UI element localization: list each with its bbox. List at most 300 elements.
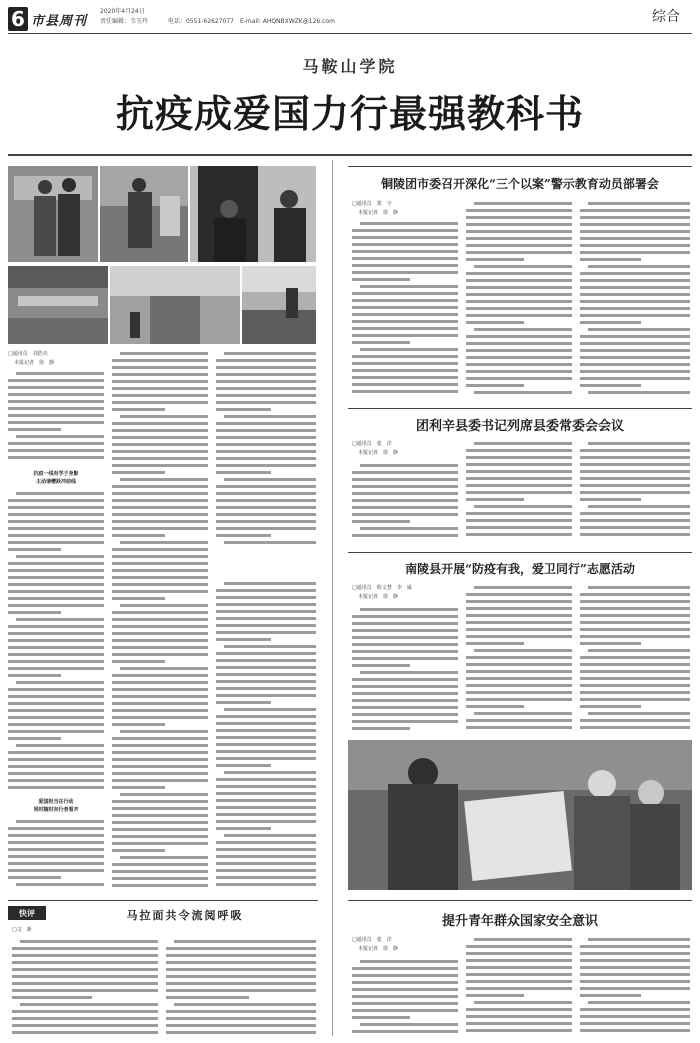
text-line xyxy=(352,355,458,358)
lead-photo-2 xyxy=(100,166,188,262)
text-line xyxy=(580,342,690,345)
text-line xyxy=(466,533,572,536)
text-line xyxy=(216,499,316,502)
text-line xyxy=(216,408,271,411)
text-line xyxy=(466,959,572,962)
article-2-byline-2: 本报记者 徐 静 xyxy=(358,450,399,456)
text-line xyxy=(112,639,208,642)
article-2-title: 团利辛县委书记列席县委常委会会议 xyxy=(415,419,624,434)
text-line xyxy=(12,1017,158,1020)
text-line xyxy=(466,987,572,990)
text-line xyxy=(352,243,458,246)
text-line xyxy=(474,442,572,445)
lead-byline-2: 本报记者 徐 静 xyxy=(14,360,55,366)
article-2-byline-1: □通讯员 张 洋 xyxy=(352,441,392,447)
text-line xyxy=(8,442,104,445)
text-line xyxy=(166,961,316,964)
article-2-col-1 xyxy=(352,462,458,542)
text-line xyxy=(112,877,208,880)
text-line xyxy=(216,813,316,816)
column-text-b xyxy=(166,938,316,1036)
text-line xyxy=(580,335,690,338)
text-line xyxy=(16,820,104,823)
text-line xyxy=(466,470,572,473)
text-line xyxy=(580,670,690,673)
text-line xyxy=(466,484,572,487)
text-line xyxy=(352,713,458,716)
text-line xyxy=(8,688,104,691)
text-line xyxy=(12,996,92,999)
text-line xyxy=(216,652,316,655)
text-line xyxy=(352,292,458,295)
text-line xyxy=(12,975,158,978)
text-line xyxy=(112,849,165,852)
text-line xyxy=(112,513,208,516)
text-line xyxy=(216,862,316,865)
text-line xyxy=(466,258,524,261)
text-line xyxy=(580,384,641,387)
text-line xyxy=(474,1001,572,1004)
text-line xyxy=(216,841,316,844)
text-line xyxy=(466,223,572,226)
text-line xyxy=(8,862,104,865)
text-line xyxy=(352,520,410,523)
text-line xyxy=(352,506,458,509)
text-line xyxy=(166,1017,316,1020)
text-line xyxy=(216,520,316,523)
article-3-col-3 xyxy=(580,584,690,732)
text-line xyxy=(352,334,458,337)
text-line xyxy=(580,491,690,494)
text-line xyxy=(588,712,690,715)
text-line xyxy=(580,593,690,596)
text-line xyxy=(112,688,208,691)
text-line xyxy=(466,286,572,289)
text-line xyxy=(352,622,458,625)
text-line xyxy=(216,380,316,383)
article-3-top-rule xyxy=(348,552,692,553)
text-line xyxy=(8,827,104,830)
text-line xyxy=(580,216,690,219)
text-line xyxy=(8,597,104,600)
text-line xyxy=(112,765,208,768)
text-line xyxy=(466,384,524,387)
text-line xyxy=(360,348,458,351)
text-line xyxy=(8,869,104,872)
text-line xyxy=(580,1022,690,1025)
text-line xyxy=(580,1008,690,1011)
text-line xyxy=(112,366,208,369)
text-line xyxy=(112,576,208,579)
text-line xyxy=(112,723,165,726)
text-line xyxy=(112,618,208,621)
text-line xyxy=(112,709,208,712)
text-line xyxy=(216,785,316,788)
text-line xyxy=(112,534,165,537)
text-line xyxy=(466,656,572,659)
text-line xyxy=(466,1015,572,1018)
text-line xyxy=(360,527,458,530)
text-line xyxy=(216,450,316,453)
lead-col-1-text-a xyxy=(8,370,104,466)
text-line xyxy=(580,642,641,645)
text-line xyxy=(580,477,690,480)
text-line xyxy=(216,729,316,732)
text-line xyxy=(8,834,104,837)
text-line xyxy=(8,499,104,502)
text-line xyxy=(352,678,458,681)
text-line xyxy=(224,541,316,544)
text-line xyxy=(16,883,104,886)
text-line xyxy=(466,705,524,708)
text-line xyxy=(16,372,104,375)
article-4-col-3 xyxy=(580,936,690,1036)
text-line xyxy=(588,391,690,394)
text-line xyxy=(466,684,572,687)
text-line xyxy=(580,1015,690,1018)
text-line xyxy=(466,251,572,254)
lead-col-1-text-c xyxy=(8,818,104,890)
text-line xyxy=(112,443,208,446)
text-line xyxy=(466,635,572,638)
text-line xyxy=(474,938,572,941)
text-line xyxy=(16,618,104,621)
text-line xyxy=(112,597,165,600)
text-line xyxy=(580,456,690,459)
text-line xyxy=(588,265,690,268)
text-line xyxy=(352,278,410,281)
text-line xyxy=(120,541,208,544)
lead-photo-6 xyxy=(242,266,316,344)
text-line xyxy=(120,856,208,859)
text-line xyxy=(466,593,572,596)
text-line xyxy=(360,222,458,225)
text-line xyxy=(216,792,316,795)
column-title: 马拉面共令流阅呼吸 xyxy=(126,909,244,922)
text-line xyxy=(466,342,572,345)
date-line: 2020年4月24日 xyxy=(100,8,145,15)
text-line xyxy=(8,674,61,677)
text-line xyxy=(580,973,690,976)
text-line xyxy=(216,827,271,830)
text-line xyxy=(8,534,104,537)
text-line xyxy=(8,723,104,726)
text-line xyxy=(216,799,316,802)
lead-col-1-text-b xyxy=(8,490,104,792)
text-line xyxy=(12,1010,158,1013)
text-line xyxy=(352,369,458,372)
text-line xyxy=(112,821,208,824)
text-line xyxy=(166,975,316,978)
page-number: 6 xyxy=(11,7,25,31)
text-line xyxy=(224,415,316,418)
article-4-top-rule xyxy=(348,900,692,901)
text-line xyxy=(8,527,104,530)
text-line xyxy=(8,604,104,607)
article-4-byline-2: 本报记者 徐 静 xyxy=(358,946,399,952)
text-line xyxy=(352,341,410,344)
text-line xyxy=(16,744,104,747)
text-line xyxy=(580,377,690,380)
text-line xyxy=(466,272,572,275)
text-line xyxy=(8,646,104,649)
text-line xyxy=(12,947,158,950)
lead-col-3-text-a xyxy=(216,350,316,550)
text-line xyxy=(8,876,61,879)
text-line xyxy=(466,512,572,515)
text-line xyxy=(8,709,104,712)
text-line xyxy=(216,764,271,767)
text-line xyxy=(474,202,572,205)
text-line xyxy=(112,674,208,677)
text-line xyxy=(166,1010,316,1013)
text-line xyxy=(8,379,104,382)
text-line xyxy=(216,464,316,467)
text-line xyxy=(580,498,641,501)
text-line xyxy=(466,952,572,955)
text-line xyxy=(466,377,572,380)
text-line xyxy=(466,370,572,373)
text-line xyxy=(112,548,208,551)
text-line xyxy=(580,314,690,317)
text-line xyxy=(216,680,316,683)
text-line xyxy=(580,966,690,969)
text-line xyxy=(580,952,690,955)
text-line xyxy=(224,478,316,481)
text-line xyxy=(174,1003,316,1006)
text-line xyxy=(20,1003,158,1006)
article-3-photo xyxy=(348,740,692,890)
text-line xyxy=(112,779,208,782)
text-line xyxy=(352,229,458,232)
text-line xyxy=(216,736,316,739)
text-line xyxy=(120,352,208,355)
text-line xyxy=(174,940,316,943)
text-line xyxy=(216,687,316,690)
text-line xyxy=(352,306,458,309)
text-line xyxy=(580,258,641,261)
text-line xyxy=(112,429,208,432)
text-line xyxy=(8,548,61,551)
text-line xyxy=(580,945,690,948)
text-line xyxy=(466,670,572,673)
text-line xyxy=(8,758,104,761)
text-line xyxy=(112,828,208,831)
text-line xyxy=(166,1031,316,1034)
text-line xyxy=(580,370,690,373)
text-line xyxy=(580,223,690,226)
text-line xyxy=(8,660,104,663)
text-line xyxy=(112,380,208,383)
text-line xyxy=(216,534,271,537)
text-line xyxy=(216,743,316,746)
text-line xyxy=(8,772,104,775)
text-line xyxy=(474,712,572,715)
text-line xyxy=(352,485,458,488)
text-line xyxy=(466,980,572,983)
lead-photo-1 xyxy=(8,166,98,262)
article-1-byline-2: 本报记者 徐 静 xyxy=(358,210,399,216)
text-line xyxy=(580,512,690,515)
column-tag: 快评 xyxy=(19,908,35,918)
text-line xyxy=(466,642,524,645)
text-line xyxy=(466,356,572,359)
text-line xyxy=(112,744,208,747)
text-line xyxy=(466,607,572,610)
text-line xyxy=(112,660,165,663)
text-line xyxy=(120,478,208,481)
text-line xyxy=(112,590,208,593)
text-line xyxy=(166,947,316,950)
article-1-title: 铜陵团市委召开深化“三个以案”警示教育动员部署会 xyxy=(381,177,659,191)
text-line xyxy=(580,484,690,487)
text-line xyxy=(466,456,572,459)
text-line xyxy=(20,940,158,943)
text-line xyxy=(8,513,104,516)
article-1-col-3 xyxy=(580,200,690,398)
text-line xyxy=(216,513,316,516)
text-line xyxy=(8,421,104,424)
text-line xyxy=(474,505,572,508)
article-4-col-1 xyxy=(352,958,458,1036)
text-line xyxy=(352,1016,410,1019)
text-line xyxy=(580,607,690,610)
text-line xyxy=(466,307,572,310)
text-line xyxy=(120,793,208,796)
text-line xyxy=(466,314,572,317)
text-line xyxy=(588,649,690,652)
text-line xyxy=(580,987,690,990)
text-line xyxy=(8,414,104,417)
text-line xyxy=(466,1029,572,1032)
text-line xyxy=(12,982,158,985)
text-line xyxy=(112,387,208,390)
text-line xyxy=(216,659,316,662)
text-line xyxy=(216,359,316,362)
text-line xyxy=(216,701,271,704)
text-line xyxy=(8,449,104,452)
article-1-col-2 xyxy=(466,200,572,398)
article-1-byline-1: □通讯员 郑 宇 xyxy=(352,201,392,207)
text-line xyxy=(16,681,104,684)
text-line xyxy=(216,457,316,460)
text-line xyxy=(580,363,690,366)
text-line xyxy=(360,960,458,963)
text-line xyxy=(580,307,690,310)
text-line xyxy=(580,614,690,617)
text-line xyxy=(580,244,690,247)
text-line xyxy=(580,349,690,352)
text-line xyxy=(166,996,249,999)
text-line xyxy=(112,359,208,362)
text-line xyxy=(216,589,316,592)
text-line xyxy=(466,994,524,997)
text-line xyxy=(352,1002,458,1005)
text-line xyxy=(112,611,208,614)
text-line xyxy=(216,387,316,390)
text-line xyxy=(466,209,572,212)
text-line xyxy=(352,264,458,267)
text-line xyxy=(120,667,208,670)
text-line xyxy=(216,750,316,753)
text-line xyxy=(12,968,158,971)
lead-photo-4 xyxy=(8,266,108,344)
vertical-divider xyxy=(332,160,333,1036)
text-line xyxy=(8,590,104,593)
text-line xyxy=(580,600,690,603)
text-line xyxy=(112,772,208,775)
text-line xyxy=(112,569,208,572)
text-line xyxy=(580,272,690,275)
text-line xyxy=(360,671,458,674)
text-line xyxy=(16,435,104,438)
editor-line: 责任编辑：韦玉玲 xyxy=(100,18,149,25)
column-text-a xyxy=(12,938,158,1036)
lead-col-3-text-b xyxy=(216,580,316,890)
text-line xyxy=(580,684,690,687)
lead-subhead-2: 主动请缨跃冲前线 xyxy=(35,479,76,485)
text-line xyxy=(352,513,458,516)
text-line xyxy=(352,657,458,660)
lead-col-2-text xyxy=(112,350,208,890)
text-line xyxy=(352,720,458,723)
text-line xyxy=(112,485,208,488)
text-line xyxy=(580,959,690,962)
article-4-byline-1: □通讯员 张 洋 xyxy=(352,937,392,943)
text-line xyxy=(216,757,316,760)
text-line xyxy=(352,981,458,984)
text-line xyxy=(352,499,458,502)
text-line xyxy=(216,869,316,872)
text-line xyxy=(580,209,690,212)
text-line xyxy=(112,737,208,740)
text-line xyxy=(112,716,208,719)
text-line xyxy=(12,961,158,964)
text-line xyxy=(580,677,690,680)
text-line xyxy=(580,230,690,233)
article-2-top-rule xyxy=(348,408,692,409)
text-line xyxy=(216,631,316,634)
text-line xyxy=(588,202,690,205)
text-line xyxy=(216,855,316,858)
text-line xyxy=(466,519,572,522)
text-line xyxy=(216,617,316,620)
text-line xyxy=(352,636,458,639)
text-line xyxy=(216,883,316,886)
text-line xyxy=(216,715,316,718)
text-line xyxy=(474,391,572,394)
text-line xyxy=(112,625,208,628)
text-line xyxy=(8,625,104,628)
text-line xyxy=(8,848,104,851)
text-line xyxy=(352,390,458,393)
text-line xyxy=(8,716,104,719)
text-line xyxy=(352,988,458,991)
text-line xyxy=(112,499,208,502)
text-line xyxy=(112,527,208,530)
text-line xyxy=(580,519,690,522)
text-line xyxy=(466,449,572,452)
text-line xyxy=(216,373,316,376)
lead-byline-1: □通讯员 刘浩亮 xyxy=(8,351,48,357)
text-line xyxy=(8,632,104,635)
text-line xyxy=(112,814,208,817)
text-line xyxy=(580,293,690,296)
text-line xyxy=(12,1024,158,1027)
text-line xyxy=(112,751,208,754)
text-line xyxy=(466,966,572,969)
text-line xyxy=(112,646,208,649)
